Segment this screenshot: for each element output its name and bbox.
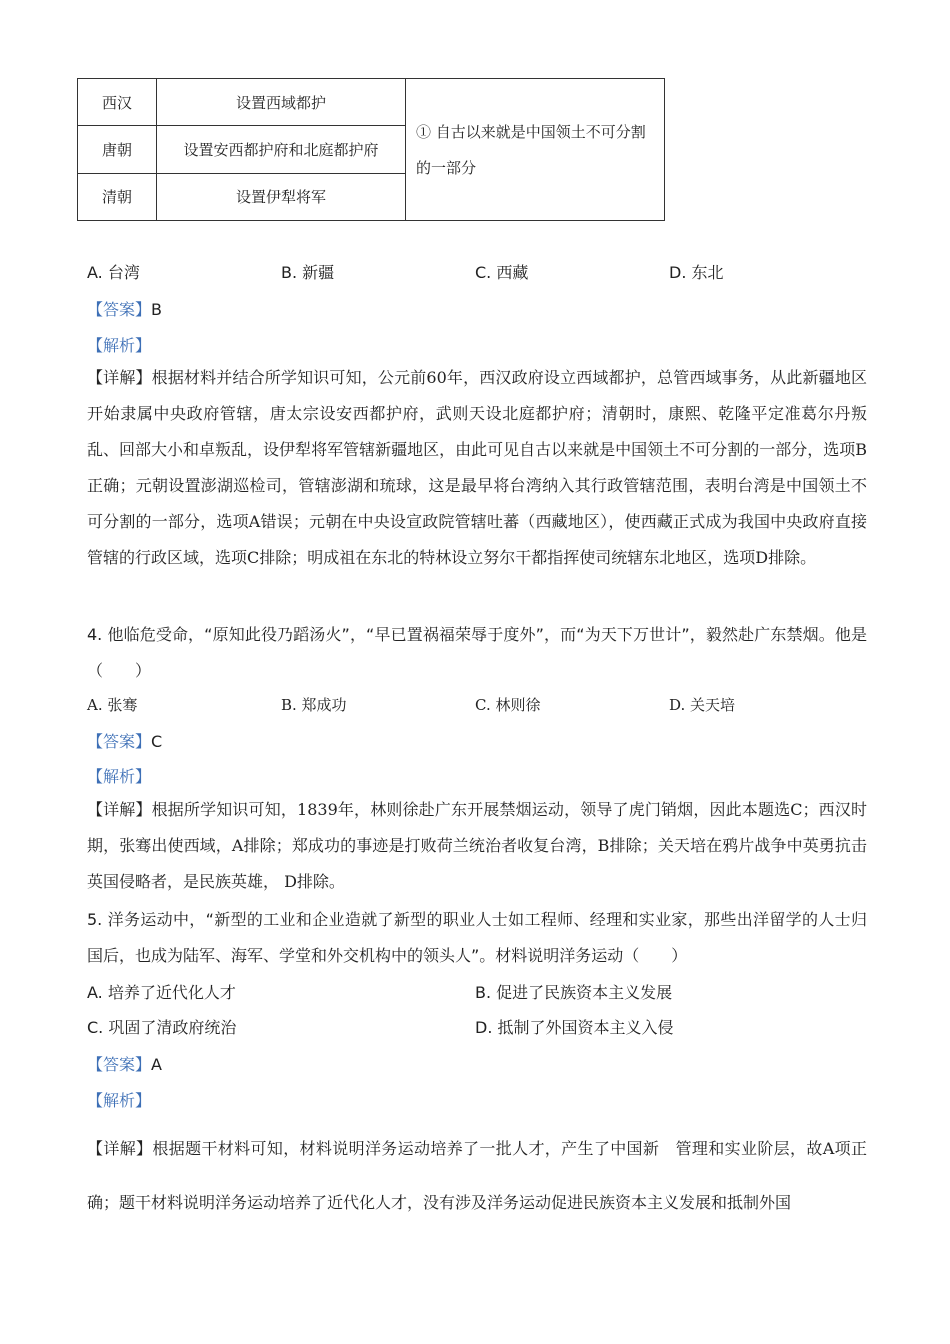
detail-label: 【详解】: [87, 1139, 153, 1158]
q3-option-b: B. 新疆: [281, 263, 335, 282]
q4-analysis-label: 【解析】: [87, 767, 152, 786]
detail-text: 根据题干材料可知，材料说明洋务运动培养了一批人才，产生了中国新 管理和实业阶层，故A项正确；题干材料说明洋务运动培养了近代化人才，没有涉及洋务运动促进民族资本主义发展和抵制外国: [87, 1139, 867, 1212]
q4-option-a: A. 张骞: [87, 696, 138, 714]
answer-value: C: [151, 732, 163, 751]
table-cell-era: 清朝: [78, 173, 157, 220]
table-cell-measure: 设置伊犁将军: [157, 173, 406, 220]
q3-option-a: A. 台湾: [87, 263, 140, 282]
q4-option-b: B. 郑成功: [281, 696, 347, 714]
q4-option-c: C. 林则徐: [475, 696, 541, 714]
table-cell-conclusion: ① 自古以来就是中国领土不可分割的一部分: [406, 79, 665, 221]
q4-option-d: D. 关天培: [669, 696, 736, 714]
detail-text: 根据所学知识可知，1839年，林则徐赴广东开展禁烟运动，领导了虎门销烟，因此本题选C；西汉时期，张骞出使西域，A排除；郑成功的事迹是打败荷兰统治者收复台湾，B排除；关天培在鸦片战争中英勇抗击英国侵略者，是民族英雄， D排除。: [87, 800, 867, 891]
answer-label: 【答案】: [87, 300, 152, 319]
q5-option-d: D. 抵制了外国资本主义入侵: [475, 1018, 674, 1037]
answer-label: 【答案】: [87, 732, 152, 751]
answer-value: A: [151, 1055, 162, 1074]
detail-text: 根据材料并结合所学知识可知，公元前60年，西汉政府设立西域都护，总管西域事务，从此新疆地区开始隶属中央政府管辖，唐太宗设安西都护府，武则天设北庭都护府；清朝时，康熙、乾隆平定准葛尔丹叛乱、回部大小和卓叛乱，设伊犁将军管辖新疆地区，由此可见自古以来就是中国领土不可分割的一部分，选项B正确；元朝设置澎湖巡检司，管辖澎湖和琉球，这是最早将台湾纳入其行政管辖范围，表明台湾是中国领土不可分割的一部分，选项A错误；元朝在中央设宣政院管辖吐蕃（西藏地区），使西藏正式成为我国中央政府直接管辖的行政区域，选项C排除；明成祖在东北的特林设立努尔干都指挥使司统辖东北地区，选项D排除。: [87, 368, 867, 567]
q4-answer: [87, 729, 162, 752]
detail-label: 【详解】: [87, 800, 152, 819]
table-cell-era: 唐朝: [78, 126, 157, 173]
q5-answer: [87, 1052, 162, 1075]
answer-value: B: [151, 300, 162, 319]
q4-stem: 4. 他临危受命，“原知此役乃蹈汤火”，“早已置祸福荣辱于度外”，而“为天下万世计”，毅然赴广东禁烟。他是（ ）: [87, 625, 867, 680]
history-table: [77, 78, 665, 221]
q3-option-d: D. 东北: [669, 263, 724, 282]
table-cell-measure: 设置安西都护府和北庭都护府: [157, 126, 406, 173]
q5-option-c: C. 巩固了清政府统治: [87, 1018, 237, 1037]
detail-label: 【详解】: [87, 368, 152, 387]
q3-detail: [87, 360, 867, 614]
q3-analysis-label: 【解析】: [87, 336, 152, 355]
q5-detail: [87, 1122, 867, 1230]
q3-option-c: C. 西藏: [475, 263, 529, 282]
q5-analysis-label: 【解析】: [87, 1091, 152, 1110]
answer-label: 【答案】: [87, 1055, 152, 1074]
q5-option-b: B. 促进了民族资本主义发展: [475, 983, 673, 1002]
q5-stem: 5. 洋务运动中，“新型的工业和企业造就了新型的职业人士如工程师、经理和实业家，那些出洋留学的人士归国后，也成为陆军、海军、学堂和外交机构中的领头人”。材料说明洋务运动（ ）: [87, 910, 867, 965]
q3-answer: [87, 297, 162, 320]
table-cell-era: 西汉: [78, 79, 157, 126]
q4-detail: [87, 792, 867, 900]
q5-option-a: A. 培养了近代化人才: [87, 983, 236, 1002]
table-cell-measure: 设置西域都护: [157, 79, 406, 126]
